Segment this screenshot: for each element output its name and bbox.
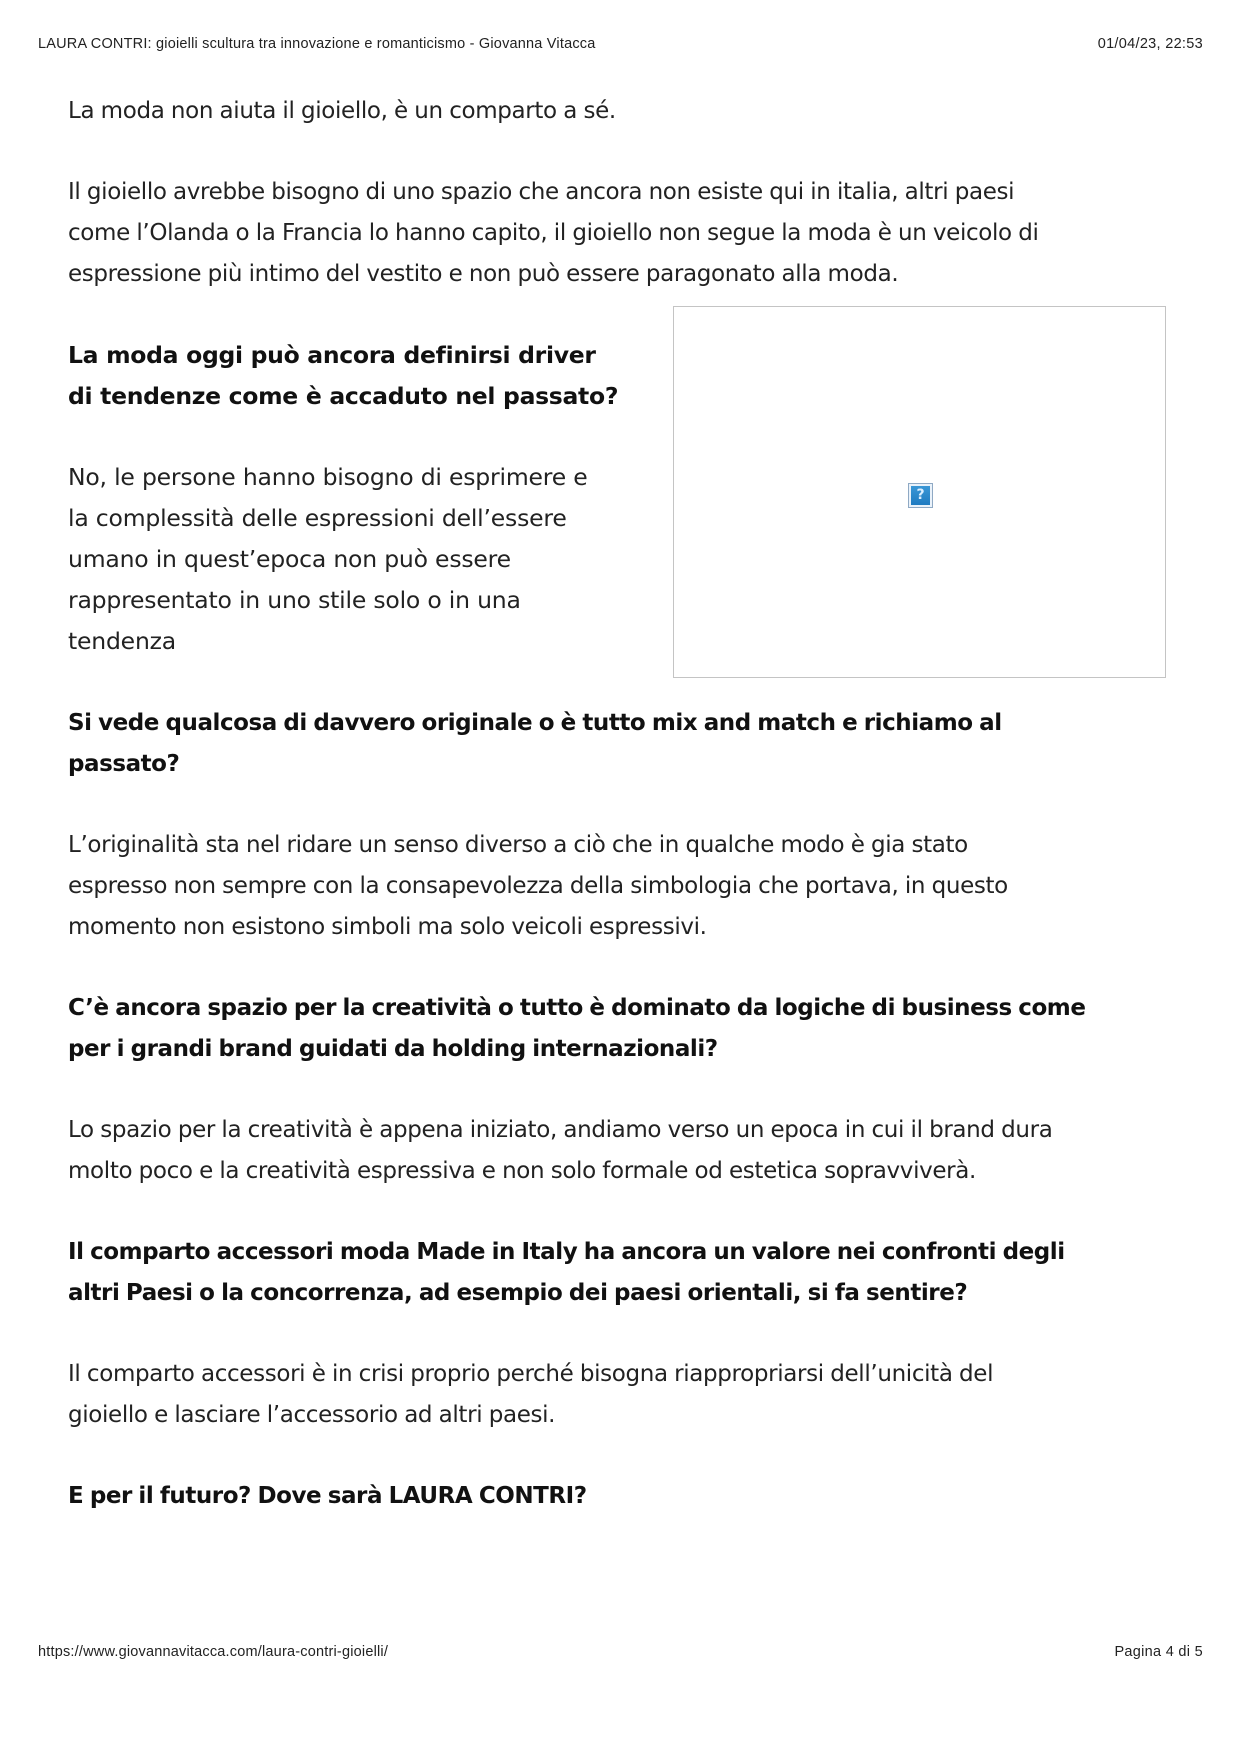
question-heading-2-line: passato?	[68, 751, 180, 777]
page-number: Pagina 4 di 5	[1114, 1644, 1203, 1660]
answer-2-line: momento non esistono simboli ma solo veicoli espressivi.	[68, 914, 707, 940]
intro-paragraph-2-line: Il gioiello avrebbe bisogno di uno spazio che ancora non esiste qui in italia, altri paesi	[68, 179, 1015, 205]
answer-1-line: tendenza	[68, 627, 176, 655]
answer-3-line: Lo spazio per la creatività è appena iniziato, andiamo verso un epoca in cui il brand dura	[68, 1117, 1053, 1143]
intro-paragraph-2-line: espressione più intimo del vestito e non può essere paragonato alla moda.	[68, 261, 899, 287]
answer-4-line: gioiello e lasciare l’accessorio ad altri paesi.	[68, 1402, 556, 1428]
article-image-placeholder	[673, 306, 1166, 678]
question-heading-3-line: per i grandi brand guidati da holding internazionali?	[68, 1036, 718, 1062]
answer-1-line: umano in quest’epoca non può essere	[68, 545, 511, 573]
intro-paragraph-2-line: come l’Olanda o la Francia lo hanno capito, il gioiello non segue la moda è un veicolo di	[68, 220, 1039, 246]
page-url[interactable]: https://www.giovannavitacca.com/laura-contri-gioielli/	[38, 1644, 389, 1660]
question-heading-5: E per il futuro? Dove sarà LAURA CONTRI?	[68, 1483, 587, 1509]
answer-1-line: No, le persone hanno bisogno di esprimere e	[68, 463, 588, 491]
question-heading-4-line: altri Paesi o la concorrenza, ad esempio dei paesi orientali, si fa sentire?	[68, 1280, 968, 1306]
answer-3-line: molto poco e la creatività espressiva e non solo formale od estetica sopravviverà.	[68, 1158, 976, 1184]
answer-2-line: L’originalità sta nel ridare un senso diverso a ciò che in qualche modo è gia stato	[68, 832, 968, 858]
broken-image-icon	[908, 483, 933, 508]
question-heading-1-line: La moda oggi può ancora definirsi driver	[68, 341, 596, 369]
question-mark-glyph: ?	[911, 486, 930, 505]
print-datetime: 01/04/23, 22:53	[1097, 36, 1203, 52]
question-heading-4-line: Il comparto accessori moda Made in Italy ha ancora un valore nei confronti degli	[68, 1239, 1065, 1265]
question-heading-2-line: Si vede qualcosa di davvero originale o è tutto mix and match e richiamo al	[68, 710, 1002, 736]
page-title: LAURA CONTRI: gioielli scultura tra innovazione e romanticismo - Giovanna Vitacca	[38, 36, 596, 52]
intro-paragraph-1-line: La moda non aiuta il gioiello, è un comparto a sé.	[68, 98, 616, 124]
answer-4-line: Il comparto accessori è in crisi proprio perché bisogna riappropriarsi dell’unicità del	[68, 1361, 994, 1387]
answer-1-line: la complessità delle espressioni dell’essere	[68, 504, 567, 532]
question-heading-1-line: di tendenze come è accaduto nel passato?	[68, 382, 619, 410]
answer-1-line: rappresentato in uno stile solo o in una	[68, 586, 521, 614]
answer-2-line: espresso non sempre con la consapevolezza della simbologia che portava, in questo	[68, 873, 1008, 899]
question-heading-3-line: C’è ancora spazio per la creatività o tutto è dominato da logiche di business come	[68, 995, 1086, 1021]
